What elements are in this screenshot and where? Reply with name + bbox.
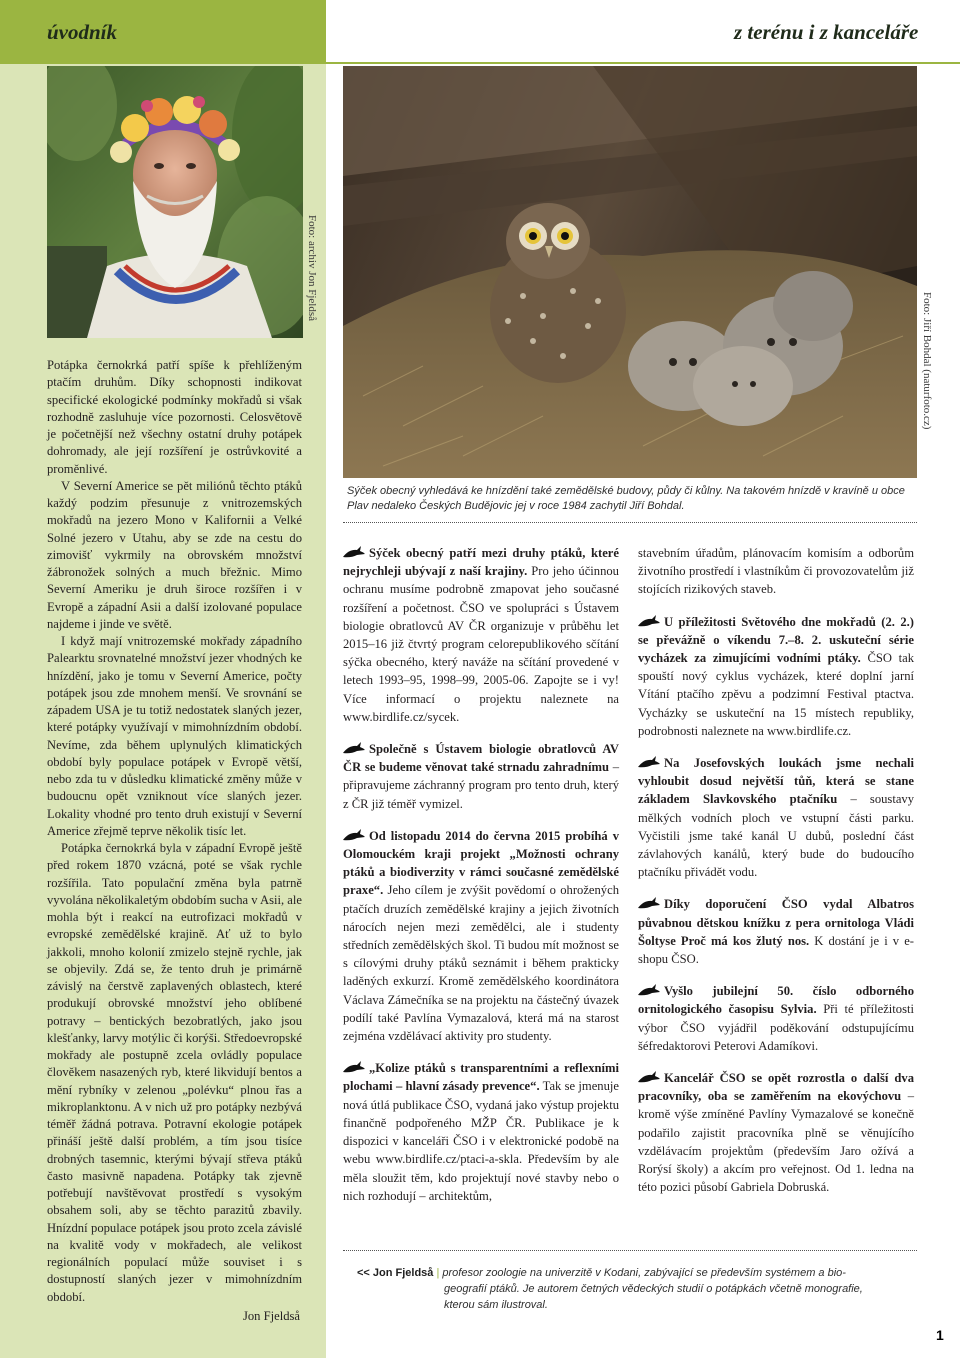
news-item-headline: Od listopadu 2014 do června 2015 probíhá v Olomouckém kraji projekt „Možnosti ochrany ptáků a biodiverzity v rámci současné zemědělské praxe“.: [343, 828, 619, 898]
author-bio-text: kterou sám ilustroval.: [444, 1299, 548, 1311]
section-label-field-office: z terénu i z kanceláře: [734, 20, 919, 44]
bird-bullet-icon: [638, 984, 660, 996]
bird-bullet-icon: [638, 615, 660, 627]
news-item-headline: Společně s Ústavem biologie obratlovců AV ČR se budeme věnovat také strnadu zahradnímu: [343, 742, 619, 775]
news-item-body: Jeho cílem je zvýšit povědomí o ohrožených ptačích druzích zemědělské krajiny a jejich životních nárocích nejen mezi zemědělci, ale i studenty středních zemědělských škol. Ti budou mít možnost se s cílovými druhy ptáků seznámit i během prakticky laděných exkurzí. Kromě zemědělského koordinátora Václava Zámečníka se na projektu na částečný úvazek podílí také Pavlína Vymazalová, která má na starost zejména vzdělávací aktivity pro studenty.: [343, 883, 619, 1044]
news-item-body: – připravujeme záchranný program pro tento druh, který z ČR již téměř vymizel.: [343, 760, 619, 811]
news-item-body: K dostání je i v e-shopu ČSO.: [638, 933, 914, 967]
news-item-body: Tak se jmenuje nová útlá publikace ČSO, vydaná jako výstup projektu finančně podpořeného MŽP ČR. Publikace je k dispozici v kanceláři ČSO i v elektronické podobě na webu www.birdlife.cz/ptaci-a-skla. Především by ale měla sloužit těm, kdo projektují nové stavby nebo o nich rozhodují – architektům,: [343, 1079, 619, 1203]
editorial-paragraph: Potápka černokrká byla v západní Evropě ještě před rokem 1870 vzácná, poté se však rychle rozšířila. Tato populační změna byla patrně vyvolána několikaletým obdobím sucha v Asii, ale mohla být i reakcí na eutrofizaci mokřadů v evropské zemědělské krajině. Ať už to bylo jakkoli, mnoho kolonií zmizelo stejně rychle, jak se objevily. Zdá se, že tento druh je primárně závislý na čerstvě zaplavených oblastech, které produkují obrovské množství jeho oblíbené potravy – bentických bezobratlých, jako jsou klešťanky, larvy motýlic či korýši. Středoevropské mokřady ale postupně zcela ovládly populace člověkem nasazených ryb, které likvidují bentos a mění rybníky v zelenou „polévku“ plnou řas a mikroplanktonu. A v nich už pro potápky nezbývá téměř žádná potrava. Potravní ekologie potápek přináší ještě další problém, a tím jsou tisíce drobných tasemnic, kterými bývají střeva ptáků často masivně napadena. Potápky tak zjevně potřebují navštěvovat prostředí s vysokým obsahem soli, aby se těchto parazitů zbavily. Hnízdní populace potápek jsou proto zcela závislé na kvalitě vody v mokřadech, ale velikost regionálních populací může souviset i s dostupností slaných jezer v mimohnízdním období.: [47, 841, 302, 1304]
news-item: [638, 754, 914, 881]
editorial-paragraph: Potápka černokrká patří spíše k přehlíženým ptačím druhům. Díky schopnosti indikovat specifické ekologické podmínky mokřadů si však rozhodně zasluhuje více pozornosti. Celosvětově je početnější než všechny ostatní druhy potápek dohromady, ale její rozšíření je ostrůvkovité a proměnlivé.: [47, 358, 302, 476]
section-label-editorial: úvodník: [47, 20, 118, 44]
owl-photo-credit: Foto: Jiří Bohdal (naturfoto.cz): [921, 292, 933, 430]
news-item-body: ČSO tak spouští nový cyklus vycházek, které doplní jarní Vítání ptačího zpěvu a podzimní Festival ptactva. Vycházky se uskuteční na 15 místech republiky, podrobnosti naleznete na www.birdlife.cz.: [638, 651, 914, 738]
author-bio-line: [357, 1265, 917, 1281]
author-bio-separator: |: [436, 1267, 440, 1279]
news-item: [343, 1059, 619, 1205]
editorial-signature: Jon Fjeldså: [242, 1308, 300, 1323]
editorial-paragraph: V Severní Americe se pět miliónů těchto ptáků každý podzim přesunuje z vnitrozemských mokřadů na jezero Mono v Kalifornii a Velké Solné jezero v Utahu, aby se zde na cestu do zimovišť vykrmily na obrovském množství žábronožek solných a much břežnic. Mimo Severní Ameriku je druh široce rozšířen i v Evropě a západní Asii a další izolované populace najdeme i jinde ve světě.: [47, 478, 302, 631]
portrait-photo-credit: Foto: archiv Jon Fjeldså: [306, 215, 318, 322]
news-item-headline: Vyšlo jubilejní 50. číslo odborného ornitologického časopisu Sylvia.: [638, 984, 914, 1017]
news-item: [638, 1069, 914, 1196]
bird-bullet-icon: [343, 546, 365, 558]
author-bio-text: profesor zoologie na univerzitě v Kodani, zabývající se především systémem a bio-: [442, 1267, 846, 1279]
owl-nest-photo: [343, 66, 917, 478]
news-item-headline: Díky doporučení ČSO vydal Albatros půvabnou dětskou knížku z pera ornitologa Vládi Šoltyse Proč má kos žlutý nos.: [638, 897, 914, 948]
bird-bullet-icon: [343, 742, 365, 754]
news-item: [638, 613, 914, 740]
bird-bullet-icon: [638, 1071, 660, 1083]
news-item-headline: U příležitosti Světového dne mokřadů (2. 2.) se převážně o víkendu 7.–8. 2. uskuteční série vycházek za zimujícími vodními ptáky.: [638, 614, 914, 666]
news-item-headline: Kancelář ČSO se opět rozrostla o další dva pracovníky, oba se zaměřením na ekovýchovu: [638, 1071, 914, 1104]
news-item: [343, 740, 619, 813]
news-item-headline: Na Josefovských loukách jsme nechali vyhloubit dosud největší tůň, která se stane základem Slavkovského ptačníku: [638, 756, 914, 807]
bird-bullet-icon: [343, 829, 365, 841]
editorial-text: [47, 357, 302, 1325]
news-item: [638, 982, 914, 1055]
owl-photo-caption-line: Plav nedaleko Českých Budějovic jej v roce 1984 zachytil Jiří Bohdal.: [347, 500, 685, 512]
author-bio: [357, 1265, 917, 1313]
news-item-body: – soustavy mělkých vodních ploch ve vstupní části parku. Vyčistili jsme také kanál U dubů, poslední část závlahových kanálů, který bude do budoucího ptačníku přivádět vodu.: [638, 792, 915, 880]
bird-bullet-icon: [343, 1061, 365, 1073]
news-item-headline: Sýček obecný patří mezi druhy ptáků, které nejrychleji ubývají z naší krajiny.: [343, 546, 619, 579]
caption-divider: [343, 522, 917, 523]
news-item-headline: „Kolize ptáků s transparentními a reflexními plochami – hlavní zásady prevence“.: [343, 1061, 619, 1094]
news-item: [638, 895, 914, 968]
news-item-continuation: stavebním úřadům, plánovacím komisím a odborům životního prostředí i vlastníkům či provozovatelům již stojících rizikových staveb.: [638, 546, 914, 597]
author-bio-text: geografií ptáků. Je autorem četných vědeckých studií o potápkách včetně monografie,: [444, 1283, 863, 1295]
bird-bullet-icon: [638, 756, 660, 768]
news-item-body: Pro jeho účinnou ochranu musíme podrobně zmapovat jeho současné rozšíření a početnost. ČSO ve spolupráci s Ústavem biologie obratlovců AV ČR organizuje v průběhu let 2015–16 již čtvrtý program celorepublikového sčítání sýčka obecného, který naváže na sčítání provedené v letech 1993–95, 1998–99, 2005-06. Zapojte se i vy! Více informací o projektu naleznete na www.birdlife.cz/sycek.: [343, 564, 619, 724]
news-item-body: – kromě výše zmíněné Pavlíny Vymazalové se konečně podařilo zajistit pracovníka plně se věnujícího vzdělávacím projektům (především Jaro ožívá a Rorýsí školy) a akcím pro veřejnost. Od 1. ledna na této pozici působí Gabriela Dobruská.: [638, 1089, 914, 1195]
news-column-right: [638, 544, 914, 1211]
news-item: [343, 544, 619, 726]
author-bio-name: << Jon Fjeldså: [357, 1267, 434, 1279]
news-item-body: Při té příležitosti výbor ČSO vyjádřil poděkování odstupujícímu šéfredaktorovi Peterovi Adamíkovi.: [638, 1002, 914, 1053]
bird-bullet-icon: [638, 897, 660, 909]
editorial-paragraph: I když mají vnitrozemské mokřady západního Palearktu srovnatelné množství jezer vhodných ke hnízdění, jako je tomu v Severní Americe, počty potápek jsou zde mnohem menší. Ve srovnání se západem USA je tu totiž nedostatek slaných jezer, které potápky využívají v mimohnízdním období. Nevíme, zda během uplynulých klimatických období byly populace potápek v Evropě větší, nebo zda tu v důsledku klimatické změny může v budoucnu opět vzniknout více slaných jezer. Lokality vhodné pro tento druh existují v Severní Americe zřejmě teprve několik tisíc let.: [47, 634, 302, 838]
portrait-photo: [47, 66, 303, 338]
page-number: 1: [936, 1327, 944, 1343]
owl-photo-caption: [347, 484, 922, 514]
owl-photo-caption-line: Sýček obecný vyhledává ke hnízdění také zemědělské budovy, půdy či kůlny. Na takovém hnízdě v kravíně u obce: [347, 485, 905, 497]
news-item: [343, 827, 619, 1045]
bio-divider: [343, 1250, 917, 1251]
header-rule: [326, 62, 960, 64]
news-column-left: [343, 544, 619, 1219]
